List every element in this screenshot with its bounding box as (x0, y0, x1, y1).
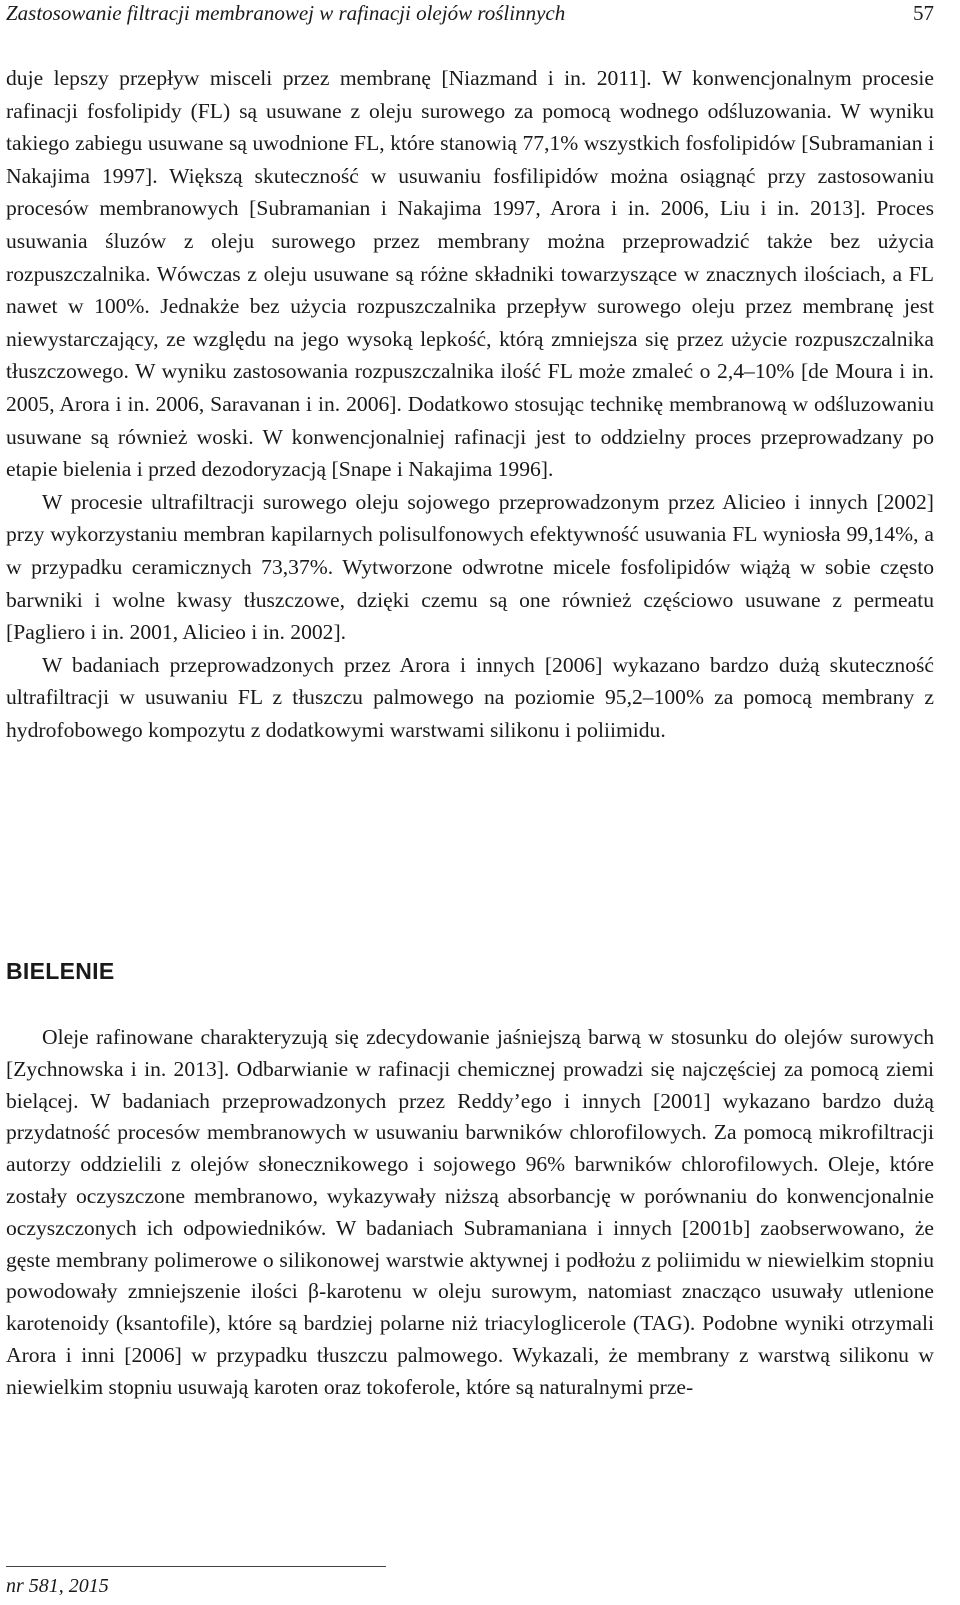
section-heading: BIELENIE (6, 958, 115, 984)
paragraph: W badaniach przeprowadzonych przez Arora i innych [2006] wykazano bardzo dużą skuteczność ultrafiltracji w usuwaniu FL z tłuszczu palmowego na poziomie 95,2–100% za pomocą membrany z hydrofobowego kompozytu z dodatkowymi warstwami silikonu i poliimidu. (6, 652, 934, 742)
running-head (6, 0, 934, 28)
running-head-title: Zastosowanie filtracji membranowej w rafinacji olejów roślinnych (6, 1, 566, 25)
paragraph: Oleje rafinowane charakteryzują się zdecydowanie jaśniejszą barwą w stosunku do olejów surowych [Zychnowska i in. 2013]. Odbarwianie w rafinacji chemicznej prowadzi się najczęściej za pomocą ziemi bielącej. W badaniach przeprowadzonych przez Reddy’ego i innych [2001] wykazano bardzo dużą przydatność procesów membranowych w usuwaniu barwników chlorofilowych. Za pomocą mikrofiltracji autorzy oddzielili z olejów słonecznikowego i sojowego 96% barwników chlorofilowych. Oleje, które zostały oczyszczone membranowo, wykazywały niższą absorbancję w porównaniu do konwencjonalnie oczyszczonych ich odpowiedników. W badaniach Subramaniana i innych [2001b] zaobserwowano, że gęste membrany polimerowe o silikonowej warstwie aktywnej i podłożu z poliimidu w niewielkim stopniu powodowały zmniejszenie ilości β-karotenu w oleju surowym, natomiast znacząco usuwały utlenione karotenoidy (ksantofile), które są bardziej polarne niż triacyloglicerole (TAG). Podobne wyniki otrzymali Arora i inni [2006] w przypadku tłuszczu palmowego. Wykazali, że membrany z warstwą silikonu w niewielkim stopniu usuwają karoten oraz tokoferole, które są naturalnymi prze- (6, 1025, 934, 1399)
footer-issue: nr 581, 2015 (6, 1575, 109, 1597)
footer-divider (6, 1566, 386, 1567)
section-body-text (6, 1022, 934, 1404)
body-text (6, 62, 934, 746)
page-number: 57 (913, 1, 934, 25)
paragraph: W procesie ultrafiltracji surowego oleju sojowego przeprowadzonym przez Alicieo i innych [2002] przy wykorzystaniu membran kapilarnych polisulfonowych efektywność usuwania FL wyniosła 99,14%, a w przypadku ceramicznych 73,37%. Wytworzone odwrotne micele fosfolipidów wiążą w sobie często barwniki i wolne kwasy tłuszczowe, dzięki czemu są one również częściowo usuwane z permeatu [Pagliero i in. 2001, Alicieo i in. 2002]. (6, 489, 934, 645)
paragraph: duje lepszy przepływ misceli przez membranę [Niazmand i in. 2011]. W konwencjonalnym procesie rafinacji fosfolipidy (FL) są usuwane z oleju surowego za pomocą wodnego odśluzowania. W wyniku takiego zabiegu usuwane są uwodnione FL, które stanowią 77,1% wszystkich fosfolipidów [Subramanian i Nakajima 1997]. Większą skuteczność w usuwaniu fosfilipidów można osiągnąć przy zastosowaniu procesów membranowych [Subramanian i Nakajima 1997, Arora i in. 2006, Liu i in. 2013]. Proces usuwania śluzów z oleju surowego przez membrany można przeprowadzić także bez użycia rozpuszczalnika. Wówczas z oleju usuwane są różne składniki towarzyszące w znacznych ilościach, a FL nawet w 100%. Jednakże bez użycia rozpuszczalnika przepływ surowego oleju przez membranę jest niewystarczający, ze względu na jego wysoką lepkość, którą zmniejsza się przez użycie rozpuszczalnika tłuszczowego. W wyniku zastosowania rozpuszczalnika ilość FL może zmaleć o 2,4–10% [de Moura i in. 2005, Arora i in. 2006, Saravanan i in. 2006]. Dodatkowo stosując technikę membranową w odśluzowaniu usuwane są również woski. W konwencjonalniej rafinacji jest to oddzielny proces przeprowadzany po etapie bielenia i przed dezodoryzacją [Snape i Nakajima 1996]. (6, 66, 934, 482)
